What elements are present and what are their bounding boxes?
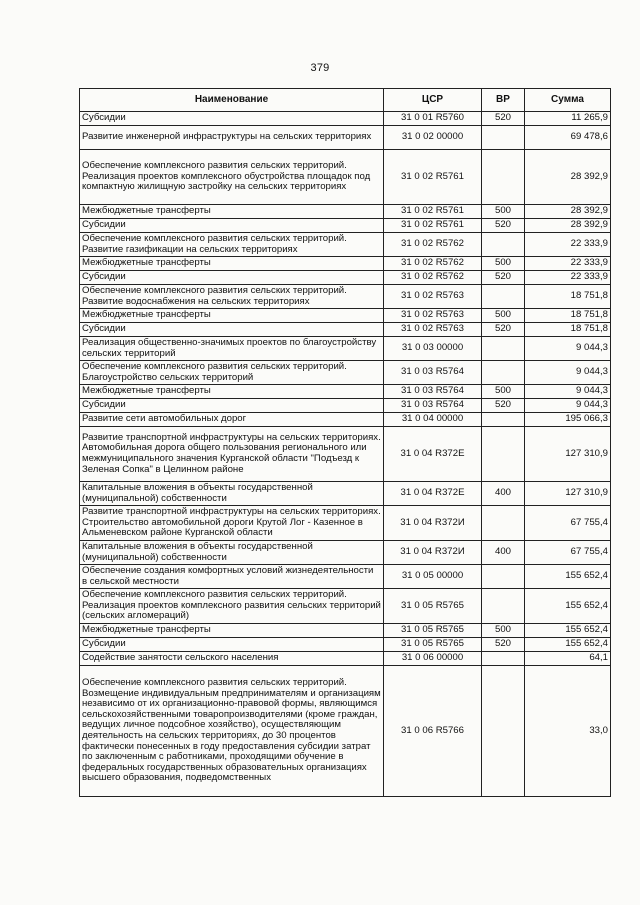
row-vr	[482, 285, 525, 309]
row-vr	[482, 413, 525, 427]
row-name: Обеспечение комплексного развития сельских территорий. Реализация проектов комплексного обустройства площадок под компактную жилищную застройку на сельских территориях	[80, 150, 384, 205]
row-vr	[482, 427, 525, 482]
row-name: Межбюджетные трансферты	[80, 385, 384, 399]
row-sum: 22 333,9	[525, 271, 611, 285]
row-csr: 31 0 06 00000	[384, 652, 482, 666]
row-vr: 400	[482, 541, 525, 565]
row-name: Субсидии	[80, 323, 384, 337]
table-row	[80, 309, 611, 323]
row-vr: 500	[482, 385, 525, 399]
row-sum: 69 478,6	[525, 126, 611, 150]
row-name: Обеспечение комплексного развития сельских территорий. Реализация проектов комплексного развития сельских территорий (сельских агломераций)	[80, 589, 384, 624]
header-sum: Сумма	[525, 89, 611, 112]
row-csr: 31 0 05 R5765	[384, 638, 482, 652]
row-sum: 127 310,9	[525, 427, 611, 482]
table-header-row	[80, 89, 611, 112]
row-name: Развитие транспортной инфраструктуры на сельских территориях. Автомобильная дорога общего пользования регионального или межмуниципального значения Курганской области "Подъезд к Зеленая Сопка" в Целинном районе	[80, 427, 384, 482]
row-sum: 9 044,3	[525, 385, 611, 399]
row-vr: 500	[482, 624, 525, 638]
table-row	[80, 337, 611, 361]
row-vr	[482, 361, 525, 385]
row-sum: 127 310,9	[525, 482, 611, 506]
row-csr: 31 0 03 R5764	[384, 361, 482, 385]
row-csr: 31 0 02 R5762	[384, 257, 482, 271]
page-number: 379	[310, 62, 330, 74]
row-sum: 9 044,3	[525, 399, 611, 413]
row-name: Обеспечение создания комфортных условий жизнедеятельности в сельской местности	[80, 565, 384, 589]
row-name: Развитие транспортной инфраструктуры на сельских территориях. Строительство автомобильной дороги Крутой Лог - Казенное в Альменевском районе Курганской области	[80, 506, 384, 541]
row-csr: 31 0 03 00000	[384, 337, 482, 361]
row-sum: 28 392,9	[525, 219, 611, 233]
row-vr	[482, 233, 525, 257]
row-name: Содействие занятости сельского населения	[80, 652, 384, 666]
row-vr	[482, 652, 525, 666]
row-vr	[482, 337, 525, 361]
table-row	[80, 150, 611, 205]
row-csr: 31 0 02 R5763	[384, 323, 482, 337]
row-name: Обеспечение комплексного развития сельских территорий. Развитие газификации на сельских территориях	[80, 233, 384, 257]
row-sum: 155 652,4	[525, 565, 611, 589]
table-row	[80, 652, 611, 666]
row-csr: 31 0 02 R5762	[384, 233, 482, 257]
row-sum: 67 755,4	[525, 506, 611, 541]
table-row	[80, 506, 611, 541]
row-name: Обеспечение комплексного развития сельских территорий. Возмещение индивидуальным предпринимателям и организациям независимо от их организационно-правовой формы, являющимся сельскохозяйственными товаропроизводителями (кроме граждан, ведущих личное подсобное хозяйство), осуществляющим деятельность на сельских территориях, до 30 процентов фактически понесенных в году предоставления субсидии затрат по заключенным с работниками, проходящими обучение в федеральных государственных образовательных организациях высшего образования, подведомственных	[80, 666, 384, 797]
row-name: Капитальные вложения в объекты государственной (муниципальной) собственности	[80, 482, 384, 506]
row-csr: 31 0 02 R5763	[384, 309, 482, 323]
table-row	[80, 271, 611, 285]
table-row	[80, 399, 611, 413]
row-name: Субсидии	[80, 638, 384, 652]
row-csr: 31 0 02 R5761	[384, 150, 482, 205]
row-name: Межбюджетные трансферты	[80, 257, 384, 271]
row-vr	[482, 589, 525, 624]
row-csr: 31 0 03 R5764	[384, 385, 482, 399]
row-sum: 28 392,9	[525, 150, 611, 205]
row-csr: 31 0 06 R5766	[384, 666, 482, 797]
header-name: Наименование	[80, 89, 384, 112]
row-name: Межбюджетные трансферты	[80, 624, 384, 638]
table-row	[80, 482, 611, 506]
row-name: Развитие сети автомобильных дорог	[80, 413, 384, 427]
table-row	[80, 666, 611, 797]
row-name: Обеспечение комплексного развития сельских территорий. Благоустройство сельских территорий	[80, 361, 384, 385]
table-row	[80, 257, 611, 271]
row-csr: 31 0 04 R372И	[384, 506, 482, 541]
row-name: Реализация общественно-значимых проектов по благоустройству сельских территорий	[80, 337, 384, 361]
row-csr: 31 0 04 00000	[384, 413, 482, 427]
table-row	[80, 589, 611, 624]
row-csr: 31 0 05 00000	[384, 565, 482, 589]
row-name: Капитальные вложения в объекты государственной (муниципальной) собственности	[80, 541, 384, 565]
budget-table	[79, 88, 611, 797]
row-sum: 22 333,9	[525, 233, 611, 257]
row-name: Межбюджетные трансферты	[80, 205, 384, 219]
row-csr: 31 0 04 R372Е	[384, 482, 482, 506]
table-row	[80, 638, 611, 652]
row-sum: 22 333,9	[525, 257, 611, 271]
row-name: Субсидии	[80, 219, 384, 233]
row-sum: 67 755,4	[525, 541, 611, 565]
row-vr: 520	[482, 271, 525, 285]
row-sum: 33,0	[525, 666, 611, 797]
table-row	[80, 126, 611, 150]
row-sum: 18 751,8	[525, 323, 611, 337]
table-row	[80, 205, 611, 219]
row-csr: 31 0 04 R372Е	[384, 427, 482, 482]
row-csr: 31 0 04 R372И	[384, 541, 482, 565]
row-vr: 400	[482, 482, 525, 506]
table-row	[80, 361, 611, 385]
row-csr: 31 0 03 R5764	[384, 399, 482, 413]
row-csr: 31 0 05 R5765	[384, 624, 482, 638]
table-row	[80, 565, 611, 589]
row-csr: 31 0 02 00000	[384, 126, 482, 150]
row-csr: 31 0 02 R5761	[384, 205, 482, 219]
row-vr	[482, 126, 525, 150]
row-csr: 31 0 02 R5763	[384, 285, 482, 309]
row-sum: 9 044,3	[525, 337, 611, 361]
table-row	[80, 233, 611, 257]
table-row	[80, 624, 611, 638]
row-vr: 520	[482, 638, 525, 652]
table-row	[80, 285, 611, 309]
row-sum: 64,1	[525, 652, 611, 666]
row-vr	[482, 506, 525, 541]
table-row	[80, 427, 611, 482]
row-name: Субсидии	[80, 271, 384, 285]
row-csr: 31 0 02 R5761	[384, 219, 482, 233]
table-row	[80, 385, 611, 399]
header-csr: ЦСР	[384, 89, 482, 112]
row-sum: 11 265,9	[525, 112, 611, 126]
row-vr	[482, 666, 525, 797]
row-name: Субсидии	[80, 112, 384, 126]
row-sum: 155 652,4	[525, 638, 611, 652]
row-vr	[482, 565, 525, 589]
row-vr	[482, 150, 525, 205]
row-sum: 155 652,4	[525, 624, 611, 638]
row-sum: 9 044,3	[525, 361, 611, 385]
row-name: Субсидии	[80, 399, 384, 413]
row-sum: 28 392,9	[525, 205, 611, 219]
row-vr: 520	[482, 399, 525, 413]
table-row	[80, 541, 611, 565]
row-csr: 31 0 01 R5760	[384, 112, 482, 126]
table-row	[80, 219, 611, 233]
row-name: Межбюджетные трансферты	[80, 309, 384, 323]
row-csr: 31 0 05 R5765	[384, 589, 482, 624]
row-vr: 520	[482, 323, 525, 337]
row-sum: 18 751,8	[525, 309, 611, 323]
row-csr: 31 0 02 R5762	[384, 271, 482, 285]
row-vr: 520	[482, 219, 525, 233]
row-name: Обеспечение комплексного развития сельских территорий. Развитие водоснабжения на сельских территориях	[80, 285, 384, 309]
row-vr: 500	[482, 309, 525, 323]
row-vr: 500	[482, 205, 525, 219]
table-row	[80, 323, 611, 337]
row-sum: 18 751,8	[525, 285, 611, 309]
table-row	[80, 413, 611, 427]
table-body	[80, 112, 611, 797]
row-name: Развитие инженерной инфраструктуры на сельских территориях	[80, 126, 384, 150]
header-vr: ВР	[482, 89, 525, 112]
table-row	[80, 112, 611, 126]
row-sum: 155 652,4	[525, 589, 611, 624]
row-sum: 195 066,3	[525, 413, 611, 427]
row-vr: 520	[482, 112, 525, 126]
row-vr: 500	[482, 257, 525, 271]
